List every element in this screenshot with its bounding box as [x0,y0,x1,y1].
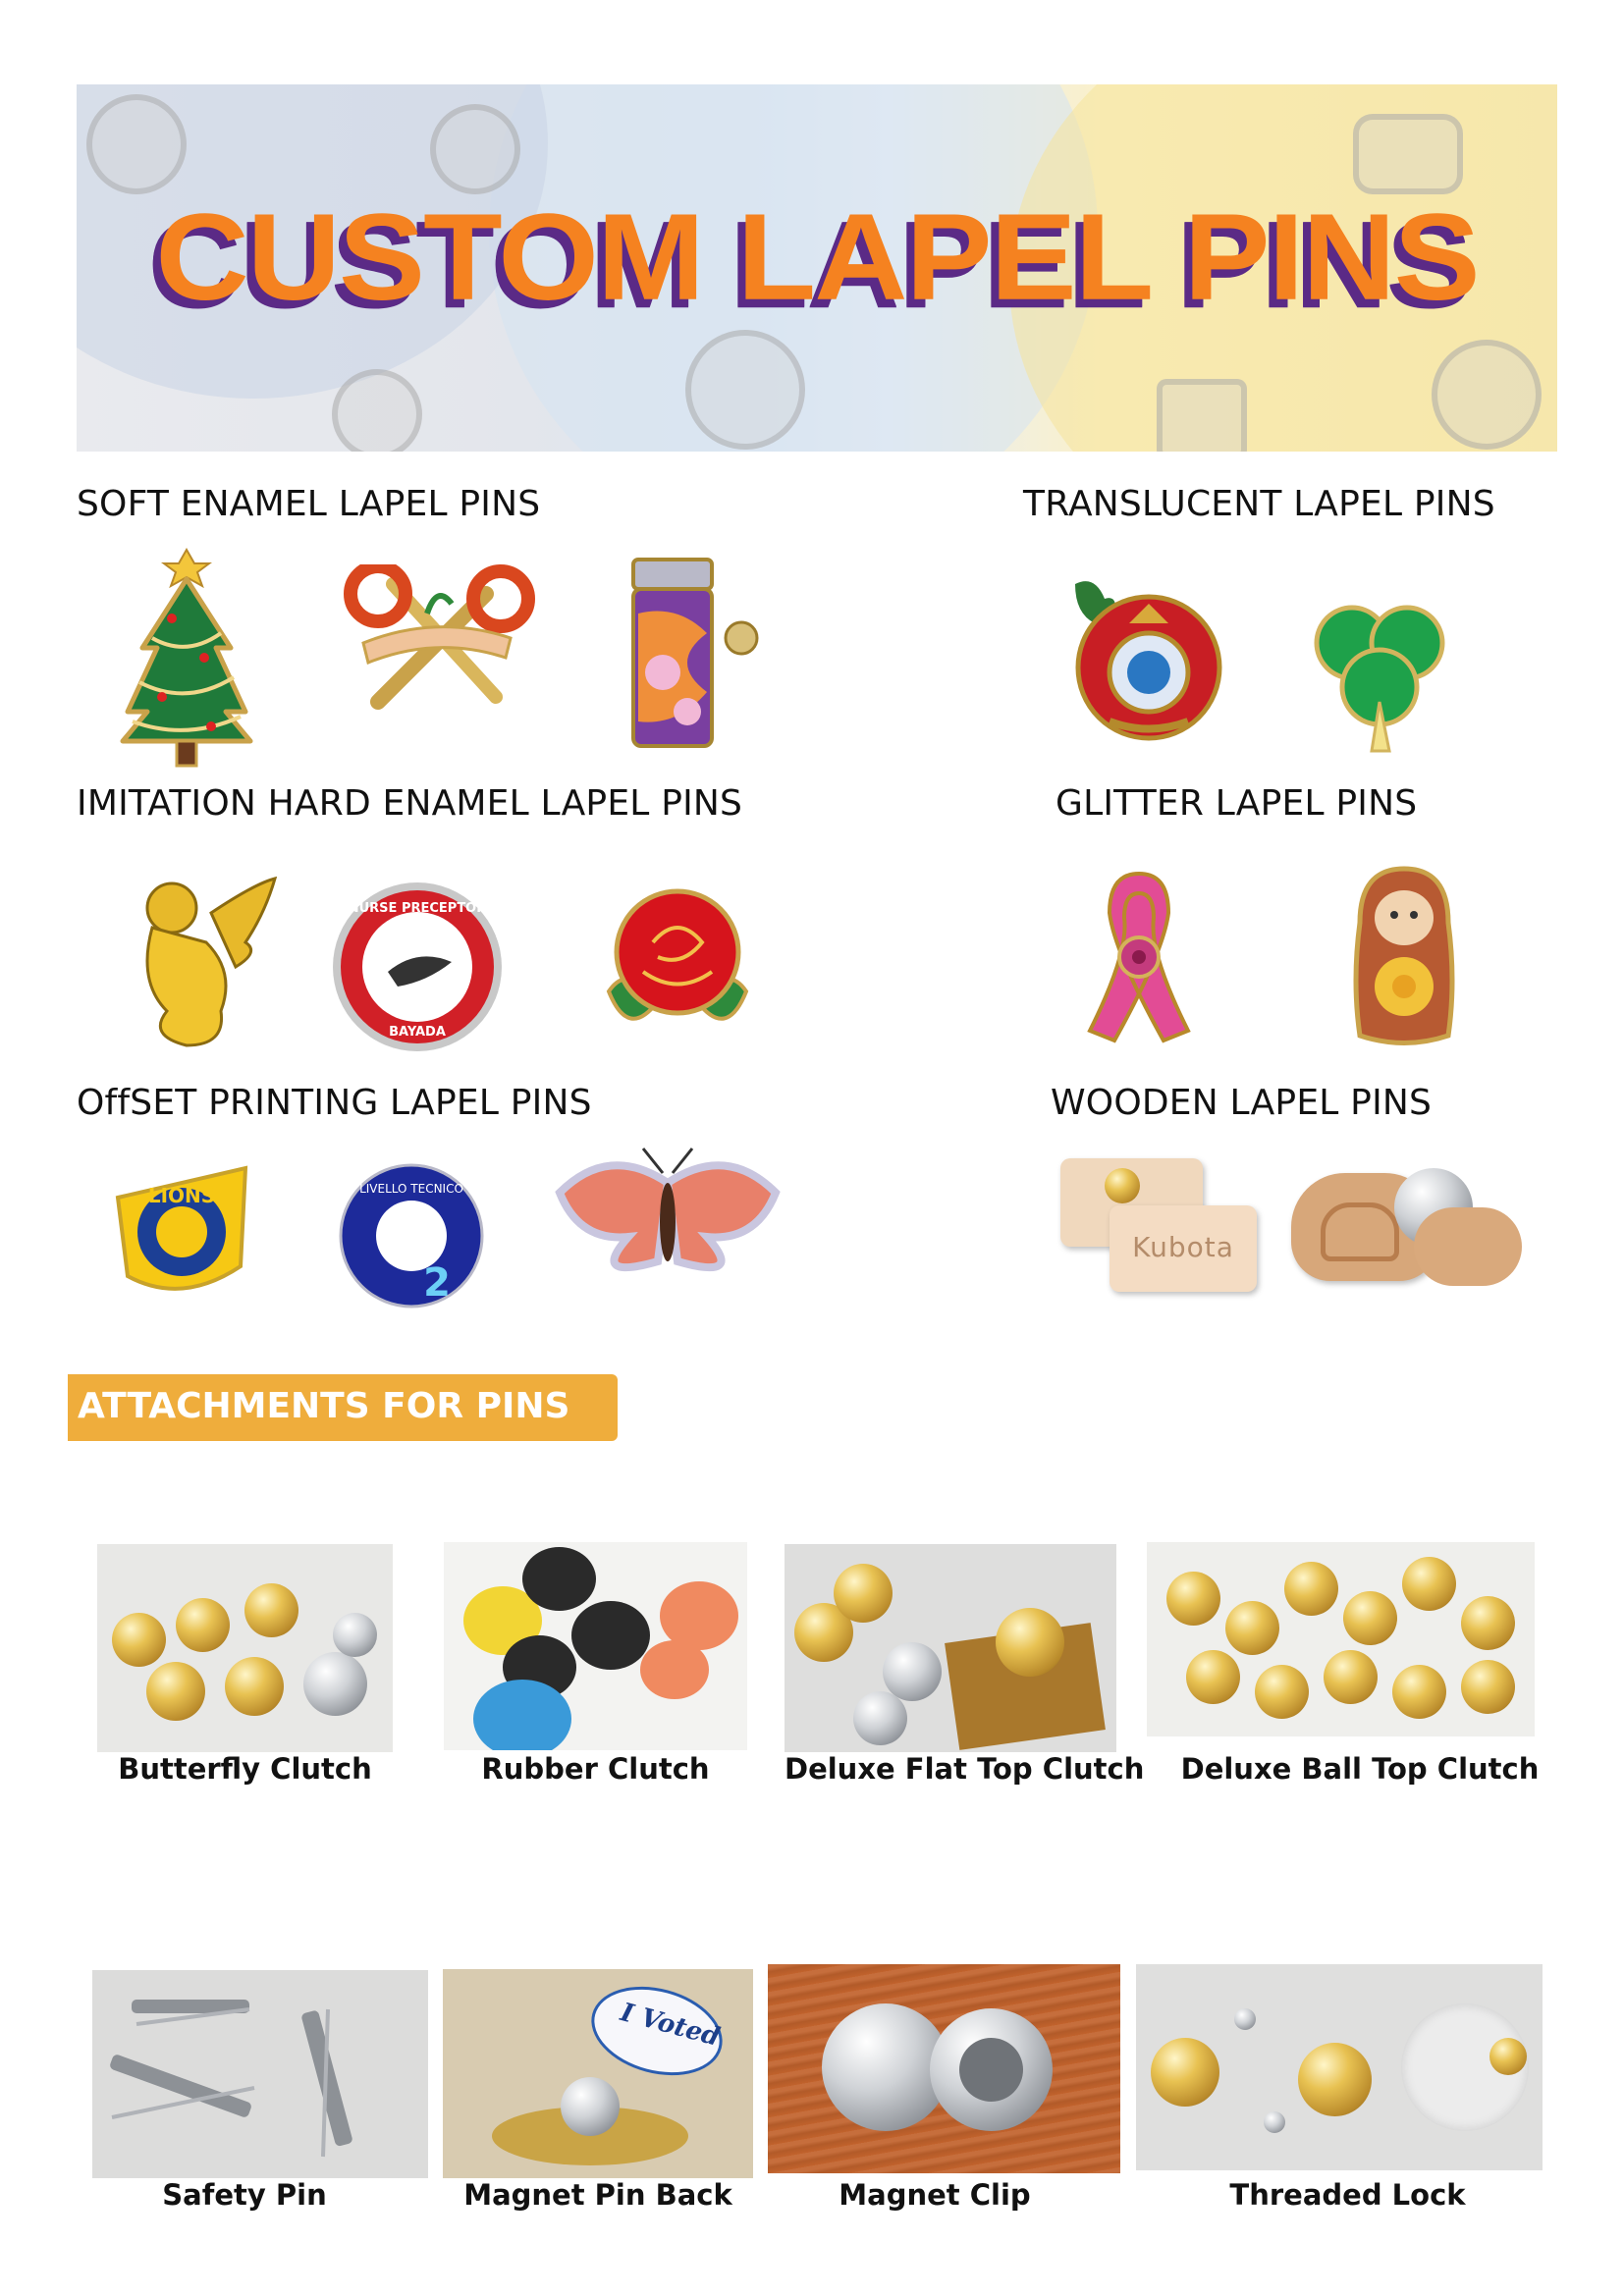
attachments-heading-bar [68,1374,618,1441]
heading-soft-enamel: SOFT ENAMEL LAPEL PINS [77,484,541,524]
banner-pin-deco [1157,379,1247,452]
safety-pin-photo [92,1970,428,2178]
livello-text: LIVELLO TECNICO [359,1182,463,1196]
caption-safety-pin: Safety Pin [162,2178,327,2212]
winged-lion-pin [118,874,280,1050]
banner-pin-deco [1353,114,1463,194]
magnet-pin-back-photo [443,1969,753,2178]
heading-glitter: GLITTER LAPEL PINS [1056,783,1418,824]
lighter-pin [619,555,766,751]
ribbon-pin [1085,864,1193,1050]
caption-deluxe-flat-top-clutch: Deluxe Flat Top Clutch [785,1752,1145,1786]
poppy-crest-pin [1065,574,1232,746]
nesting-doll-pin [1350,864,1458,1050]
lions-international-pin [108,1158,255,1306]
page-title: CUSTOM LAPEL PINS [155,187,1479,326]
butterfly-clutch-photo [97,1544,393,1752]
scissors-pin [339,564,535,717]
attachments-heading: ATTACHMENTS FOR PINS [78,1386,570,1426]
caption-rubber-clutch: Rubber Clutch [481,1752,710,1786]
butterfly-pin [550,1144,785,1291]
lions-text: LIONS [147,1184,216,1207]
threaded-lock-photo [1136,1964,1543,2170]
banner-pin-deco [1432,340,1542,450]
rose-pin [589,874,766,1055]
safety-pin-drawing [92,1970,428,2178]
heading-imitation-hard-enamel: IMITATION HARD ENAMEL LAPEL PINS [77,783,743,824]
banner-pin-deco [332,369,422,452]
caption-magnet-pin-back: Magnet Pin Back [463,2178,732,2212]
caption-deluxe-ball-top-clutch: Deluxe Ball Top Clutch [1180,1752,1540,1786]
kubota-logo-text: Kubota [1132,1231,1234,1263]
heading-wooden: WOODEN LAPEL PINS [1051,1083,1433,1123]
heading-translucent: TRANSLUCENT LAPEL PINS [1023,484,1495,524]
rubber-clutch-photo [444,1542,747,1750]
cloud-engraving [1321,1202,1399,1261]
caption-butterfly-clutch: Butterfly Clutch [118,1752,372,1786]
shamrock-pin [1301,599,1458,756]
caption-threaded-lock: Threaded Lock [1229,2178,1466,2212]
deluxe-flat-top-clutch-photo [785,1544,1116,1752]
banner-pin-deco [430,104,520,194]
banner-pin-deco [86,94,187,194]
christmas-tree-pin [118,540,255,771]
wooden-kubota-pin [1110,1205,1257,1292]
livello-tecnico-pin [339,1163,484,1308]
magnet-clip-photo [768,1964,1120,2173]
badge-bottom-text: BAYADA [389,1025,446,1040]
caption-magnet-clip: Magnet Clip [839,2178,1031,2212]
i-voted-sticker: I Voted [617,1998,724,2053]
wooden-cloud-back [1414,1207,1522,1286]
nurse-preceptor-pin [329,879,506,1055]
deluxe-ball-top-clutch-photo [1147,1542,1535,1736]
heading-offset-printing: OffSET PRINTING LAPEL PINS [77,1083,592,1123]
livello-number: 2 [423,1260,451,1306]
badge-top-text: NURSE PRECEPTOR [348,901,487,916]
header-banner [77,84,1557,452]
pin-clutch [1105,1168,1140,1203]
banner-pin-deco [685,330,805,450]
